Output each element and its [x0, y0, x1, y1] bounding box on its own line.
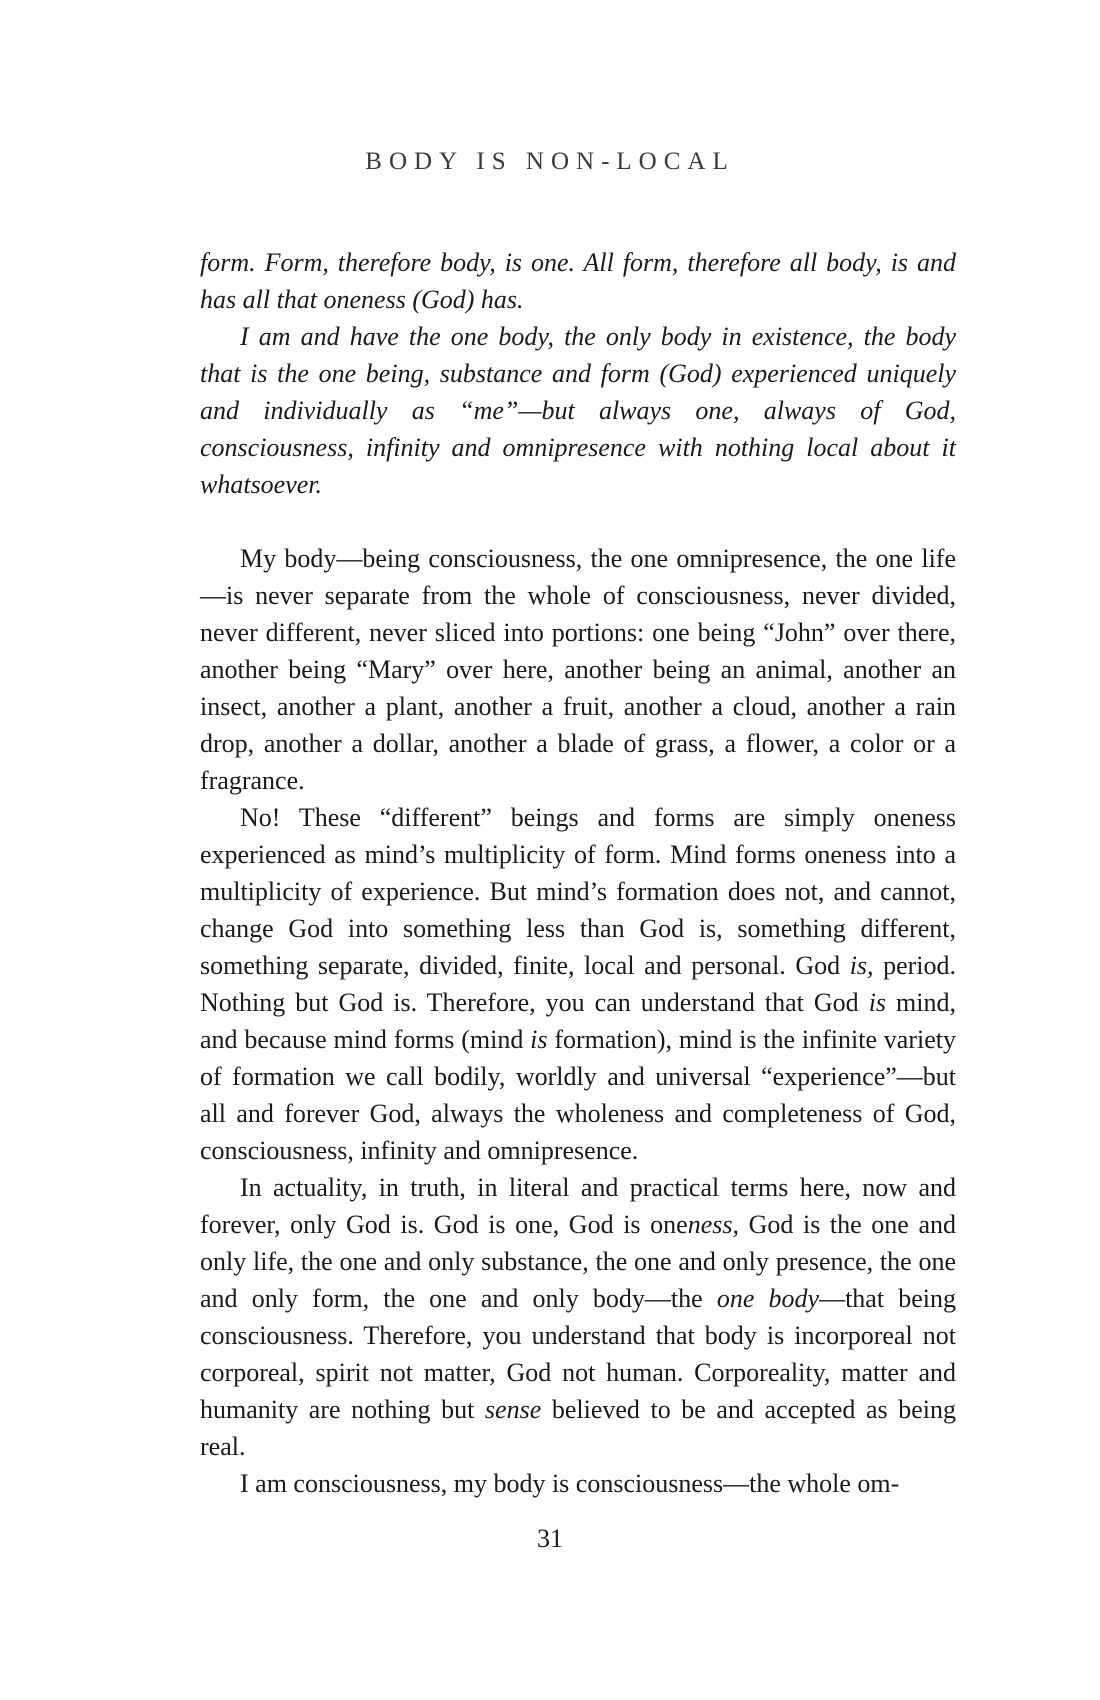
body-paragraph-3	[200, 1169, 956, 1465]
text-run: believed to be and accepted as being real.	[200, 1395, 956, 1461]
italic-passage	[200, 244, 956, 503]
body-paragraph-2	[200, 799, 956, 1169]
text-run: formation), mind is the infinite variety of formation we call bodily, worldly and universal “experience”—but all and forever God, always the wholeness and completeness of God, consciousness, infinity and omnipresence.	[200, 1025, 956, 1165]
italic-paragraph-2: I am and have the one body, the only body in existence, the body that is the one being, substance and form (God) experienced uniquely and individually as “me”—but always one, always of God, consciousness, infinity and omnipresence with nothing local about it whatsoever.	[200, 322, 956, 499]
body-paragraph-4: I am consciousness, my body is consciousness—the whole om-	[240, 1469, 900, 1498]
page-number: 31	[537, 1524, 563, 1553]
text-run: —that being consciousness. Therefore, you understand that body is incorporeal not corporeal, spirit not matter, God not human. Corporeality, matter and humanity are nothing but	[200, 1284, 956, 1424]
emphasis: sense	[484, 1395, 542, 1424]
emphasis: one body	[716, 1284, 820, 1313]
text-run: No! These “different” beings and forms are simply oneness experienced as mind’s multiplicity of form. Mind forms oneness into a multiplicity of experience. But mind’s formation does not, and cannot, change God into something less than God is, something different, something separate, divided, finite, local and personal. God	[200, 803, 956, 980]
running-head: BODY IS NON-LOCAL	[365, 148, 735, 175]
body-paragraph-1: My body—being consciousness, the one omnipresence, the one life—is never separate from the whole of consciousness, never divided, never different, never sliced into portions: one being “John” over there, another being “Mary” over here, another being an animal, another an insect, another a plant, another a fruit, another a cloud, another a rain drop, another a dollar, another a blade of grass, a flower, a color or a fragrance.	[200, 544, 956, 795]
text-run: God is the one and only life, the one and only substance, the one and only presence, the one and only form, the one and only body—the	[200, 1210, 956, 1313]
text-run: mind, and because mind forms (mind	[200, 988, 956, 1054]
italic-paragraph-1: form. Form, therefore body, is one. All form, therefore all body, is and has all that oneness (God) has.	[200, 248, 956, 314]
emphasis: is	[530, 1025, 548, 1054]
section-break	[200, 503, 956, 540]
emphasis: is	[868, 988, 887, 1017]
page-text	[200, 244, 956, 1502]
text-run: period. Nothing but God is. Therefore, you can understand that God	[200, 951, 957, 1017]
emphasis: ness,	[687, 1210, 739, 1239]
text-run: In actuality, in truth, in literal and practical terms here, now and forever, only God is. God is one, God is one	[200, 1173, 956, 1239]
emphasis: is,	[849, 951, 874, 980]
